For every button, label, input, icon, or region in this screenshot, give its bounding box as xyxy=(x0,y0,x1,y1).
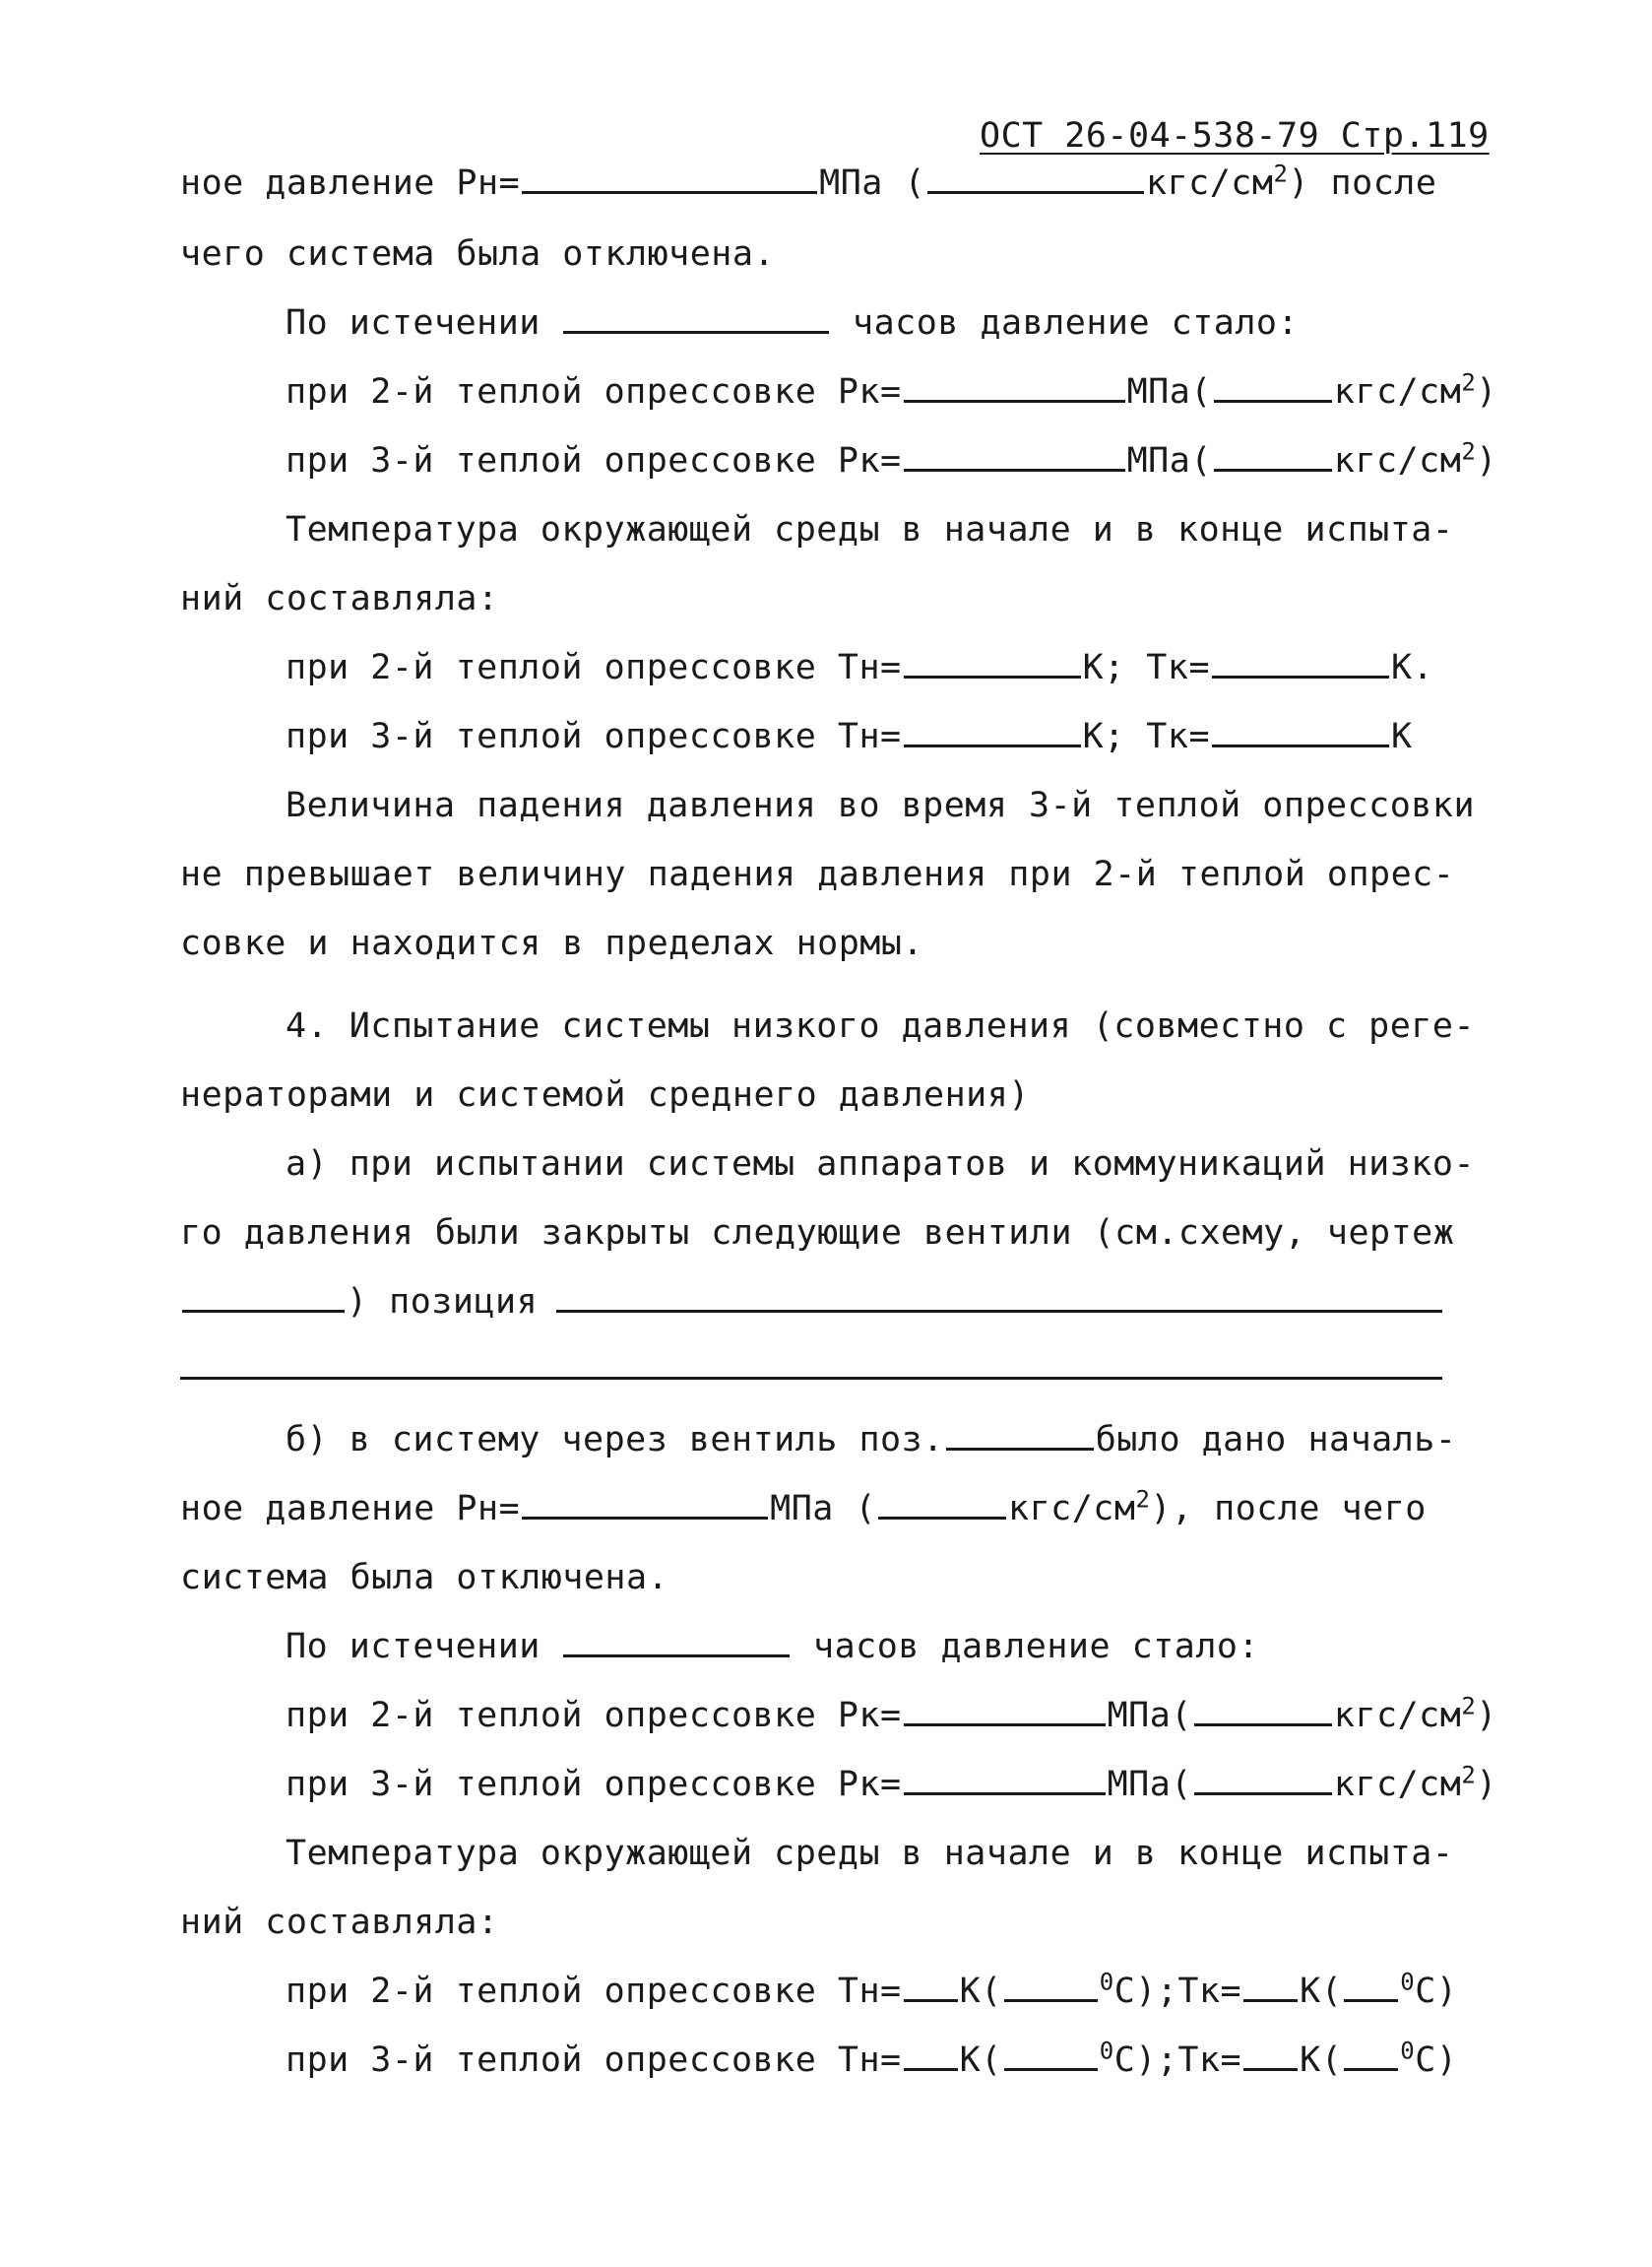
pk2-line: при 2-й теплой опрессовке Рк= МПа( кгс/$см^2$) xyxy=(286,368,1497,412)
pk2-label: при 2-й теплой опрессовке Рк= xyxy=(286,372,902,412)
tn3-line: при 3-й теплой опрессовке Тн= К; Тк= К xyxy=(286,717,1413,756)
hours-field[interactable] xyxy=(563,301,829,334)
section4-tn3-kelvin-field[interactable] xyxy=(904,2039,958,2071)
elapsed-hours-line xyxy=(286,301,1299,345)
section4-tn3-celsius-field[interactable] xyxy=(1004,2039,1098,2071)
section4-pk2-mpa-field[interactable] xyxy=(904,1694,1106,1726)
initial-pressure-kgf-field[interactable] xyxy=(878,1487,1006,1520)
section4-tn2-kelvin-field[interactable] xyxy=(904,1970,958,2002)
pk3-label: при 3-й теплой опрессовке Рк= xyxy=(286,441,902,481)
section4-temperature-line2: ний составляла: xyxy=(180,1903,499,1942)
section4-tk2-celsius-field[interactable] xyxy=(1344,1970,1398,2002)
drawing-number-field[interactable] xyxy=(182,1280,345,1313)
pressure-drop-line1: Величина падения давления во время 3-й теплой опрессовки xyxy=(286,786,1476,825)
section4-tn2-celsius-field[interactable] xyxy=(1004,1970,1098,2002)
pk3-line: при 3-й теплой опрессовке Рк= МПа( кгс/$см^2$) xyxy=(286,437,1497,481)
section4-hours-field[interactable] xyxy=(563,1625,790,1657)
pk2-kgf-field[interactable] xyxy=(1214,370,1332,403)
system-disconnected-text: чего система была отключена. xyxy=(180,234,776,274)
tk2-field[interactable] xyxy=(1212,646,1389,679)
section4-tk3-celsius-field[interactable] xyxy=(1344,2039,1398,2071)
section4-title-line1: 4. Испытание системы низкого давления (совместно с реге- xyxy=(286,1006,1476,1046)
section4-a-line3: ) позиция xyxy=(180,1280,538,1324)
valve-position-field[interactable] xyxy=(946,1418,1094,1451)
section4-tk3-kelvin-field[interactable] xyxy=(1243,2039,1298,2071)
valve-positions-field-continued[interactable] xyxy=(180,1377,1442,1380)
section4-pk3-mpa-field[interactable] xyxy=(904,1763,1106,1795)
pk2-mpa-field[interactable] xyxy=(904,370,1125,403)
temperature-paragraph-line2: ний составляла: xyxy=(180,579,499,618)
pressure-drop-line2: не превышает величину падения давления при 2-й теплой опрес- xyxy=(180,855,1455,894)
section4-tk2-kelvin-field[interactable] xyxy=(1243,1970,1298,2002)
section4-b-line2: ное давление Рн= МПа ( кгс/$см^2$), после чего xyxy=(180,1485,1427,1528)
document-header: ОСТ 26-04-538-79 Стр.119 xyxy=(980,116,1490,156)
pressure-drop-line3: совке и находится в пределах нормы. xyxy=(180,924,924,963)
pk3-mpa-field[interactable] xyxy=(904,439,1125,472)
pressure-kgf-field[interactable] xyxy=(927,162,1144,194)
pk3-kgf-field[interactable] xyxy=(1214,439,1332,472)
tn3-field[interactable] xyxy=(904,715,1081,747)
tk3-field[interactable] xyxy=(1212,715,1389,747)
section4-b-line1: б) в систему через вентиль поз. было дано началь- xyxy=(286,1420,1457,1459)
temperature-paragraph-line1: Температура окружающей среды в начале и в конце испыта- xyxy=(286,510,1454,550)
section4-a-line1: а) при испытании системы аппаратов и коммуникаций низко- xyxy=(286,1144,1476,1184)
section4-pk3-kgf-field[interactable] xyxy=(1194,1763,1332,1795)
tn2-field[interactable] xyxy=(904,646,1081,679)
section4-tn2-line: при 2-й теплой опрессовке Тн= К( $^0$С);Тк= К( $^0$С) xyxy=(286,1968,1458,2011)
section4-tn3-line: при 3-й теплой опрессовке Тн= К( $^0$С);Тк= К( $^0$С) xyxy=(286,2037,1458,2080)
initial-pressure-label: ное давление Рн= xyxy=(180,163,521,203)
section4-b-line3: система была отключена. xyxy=(180,1558,669,1597)
section4-elapsed-line: По истечении часов давление стало: xyxy=(286,1627,1260,1666)
valve-positions-field[interactable] xyxy=(556,1310,1442,1313)
section4-temperature-line1: Температура окружающей среды в начале и в конце испыта- xyxy=(286,1834,1454,1873)
section4-pk2-kgf-field[interactable] xyxy=(1194,1694,1332,1726)
initial-pressure-mpa-field[interactable] xyxy=(522,1487,768,1520)
section4-title-line2: нераторами и системой среднего давления) xyxy=(180,1075,1030,1115)
pressure-mpa-field[interactable] xyxy=(522,162,817,194)
section4-a-line2: го давления были закрыты следующие вентили (см.схему, чертеж xyxy=(180,1213,1455,1253)
initial-pressure-line: ное давление Рн= МПа ( кгс/$см^2$) после xyxy=(180,160,1437,203)
hours-unit-label: часов давление стало: xyxy=(853,303,1300,343)
kgf-unit: кгс/см xyxy=(1146,163,1274,203)
mpa-unit: МПа ( xyxy=(819,163,926,203)
tn2-line: при 2-й теплой опрессовке Тн= К; Тк= К. xyxy=(286,648,1434,687)
section4-pk3-line: при 3-й теплой опрессовке Рк= МПа( кгс/$см^2$) xyxy=(286,1761,1497,1804)
elapsed-label: По истечении xyxy=(286,303,540,343)
section4-pk2-line: при 2-й теплой опрессовке Рк= МПа( кгс/$см^2$) xyxy=(286,1692,1497,1735)
after-text: ) после xyxy=(1288,163,1437,203)
